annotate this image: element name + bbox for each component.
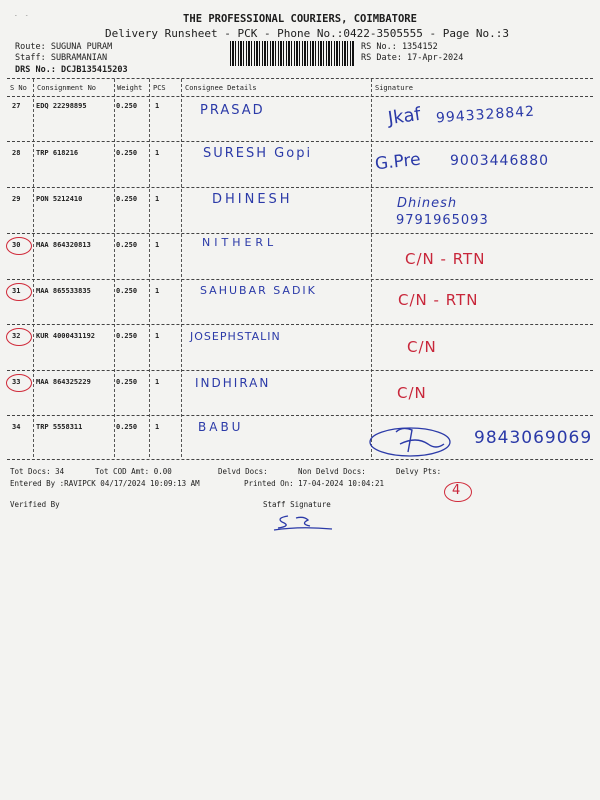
row-separator — [7, 279, 593, 280]
row-pcs: 1 — [155, 241, 160, 249]
corner-mark: - - — [14, 12, 29, 19]
row-consignment: TRP 5558311 — [36, 423, 83, 431]
staff-label: Staff: SUBRAMANIAN — [15, 53, 108, 63]
col-divider — [149, 79, 150, 457]
row-separator — [7, 370, 593, 371]
row-weight: 0.250 — [116, 287, 138, 295]
row-signature-note: C/N — [397, 384, 427, 402]
row-signature-note: C/N - RTN — [398, 291, 479, 309]
page-count-mark: 4 — [452, 483, 462, 498]
row-consignment: PON 5212410 — [36, 195, 83, 203]
entered-by: Entered By :RAVIPCK 04/17/2024 10:09:13 AM — [10, 479, 200, 488]
table-bottom-rule — [7, 459, 593, 460]
row-consignment: TRP 618216 — [36, 149, 79, 157]
row-consignment: MAA 865533835 — [36, 287, 91, 295]
col-header-sno: S No — [10, 84, 27, 92]
row-signature-note: 9791965093 — [396, 213, 489, 228]
row-sno: 31 — [12, 287, 21, 295]
route-label: Route: SUGUNA PURAM — [15, 42, 113, 52]
delivered-docs: Delvd Docs: — [218, 467, 268, 476]
row-pcs: 1 — [155, 423, 160, 431]
row-consignee: NITHERL — [202, 236, 278, 249]
row-consignment: MAA 864325229 — [36, 378, 91, 386]
row-signature-note: 9003446880 — [450, 153, 550, 169]
row-signature-name: G.Pre — [374, 149, 422, 175]
col-divider — [114, 79, 115, 457]
row-weight: 0.250 — [116, 102, 138, 110]
row-pcs: 1 — [155, 287, 160, 295]
row-signature-note: C/N — [407, 338, 437, 356]
document-subtitle: Delivery Runsheet - PCK - Phone No.:0422-3505555 - Page No.:3 — [105, 27, 509, 40]
delivery-points: Delvy Pts: — [396, 467, 442, 476]
barcode — [230, 41, 355, 66]
row-sno: 30 — [12, 241, 21, 249]
row-separator — [7, 415, 593, 416]
row-consignment: EDQ 22298895 — [36, 102, 87, 110]
row-weight: 0.250 — [116, 241, 138, 249]
verified-by-label: Verified By — [10, 500, 60, 509]
col-header-weight: Weight — [117, 84, 143, 92]
row-signature-name: Jkaf — [386, 103, 423, 130]
row-consignee: SAHUBAR SADIK — [200, 284, 317, 297]
row-consignee: INDHIRAN — [195, 376, 271, 390]
col-header-pcs: PCS — [153, 84, 166, 92]
row-separator — [7, 187, 593, 188]
non-delivered-docs: Non Delvd Docs: — [298, 467, 366, 476]
row-consignee: PRASAD — [200, 103, 265, 118]
row-separator — [7, 233, 593, 234]
row-consignee: BABU — [198, 420, 244, 434]
row-pcs: 1 — [155, 378, 160, 386]
row-signature-name: Dhinesh — [397, 196, 458, 211]
col-divider — [371, 79, 372, 457]
row-separator — [7, 141, 593, 142]
row-pcs: 1 — [155, 102, 160, 110]
row-weight: 0.250 — [116, 195, 138, 203]
row-pcs: 1 — [155, 149, 160, 157]
row-sno: 32 — [12, 332, 21, 340]
drs-number: DRS No.: DCJB135415203 — [15, 65, 128, 75]
staff-signature-scribble — [270, 512, 340, 532]
total-cod-amount: Tot COD Amt: 0.00 — [95, 467, 172, 476]
row-signature-note: 9943328842 — [435, 103, 536, 127]
row-weight: 0.250 — [116, 378, 138, 386]
row-weight: 0.250 — [116, 332, 138, 340]
row-sno: 27 — [12, 102, 21, 110]
table-top-rule — [7, 78, 593, 79]
col-divider — [33, 79, 34, 457]
col-header-consignment: Consignment No — [37, 84, 97, 92]
row-consignee: DHINESH — [212, 192, 293, 207]
document-title: THE PROFESSIONAL COURIERS, COIMBATORE — [183, 13, 417, 25]
col-header-signature: Signature — [375, 84, 413, 92]
row-separator — [7, 324, 593, 325]
row-consignee: SURESH Gopi — [203, 146, 313, 161]
rs-number: RS No.: 1354152 — [361, 42, 438, 52]
total-docs: Tot Docs: 34 — [10, 467, 65, 476]
row-sno: 29 — [12, 195, 21, 203]
row-sno: 33 — [12, 378, 21, 386]
row-signature-note: 9843069069 — [474, 428, 593, 448]
printed-on: Printed On: 17-04-2024 10:04:21 — [244, 479, 384, 488]
staff-signature-label: Staff Signature — [263, 500, 331, 509]
table-header-rule — [7, 96, 593, 97]
row-consignment: KUR 4000431192 — [36, 332, 96, 340]
col-header-consignee: Consignee Details — [185, 84, 257, 92]
col-divider — [181, 79, 182, 457]
row-sno: 28 — [12, 149, 21, 157]
row-weight: 0.250 — [116, 423, 138, 431]
signature-scribble — [366, 422, 456, 462]
row-consignment: MAA 864320813 — [36, 241, 91, 249]
rs-date: RS Date: 17-Apr-2024 — [361, 53, 464, 63]
row-pcs: 1 — [155, 332, 160, 340]
row-pcs: 1 — [155, 195, 160, 203]
row-sno: 34 — [12, 423, 21, 431]
row-signature-note: C/N - RTN — [405, 250, 486, 268]
row-consignee: JOSEPHSTALIN — [190, 330, 281, 343]
row-weight: 0.250 — [116, 149, 138, 157]
